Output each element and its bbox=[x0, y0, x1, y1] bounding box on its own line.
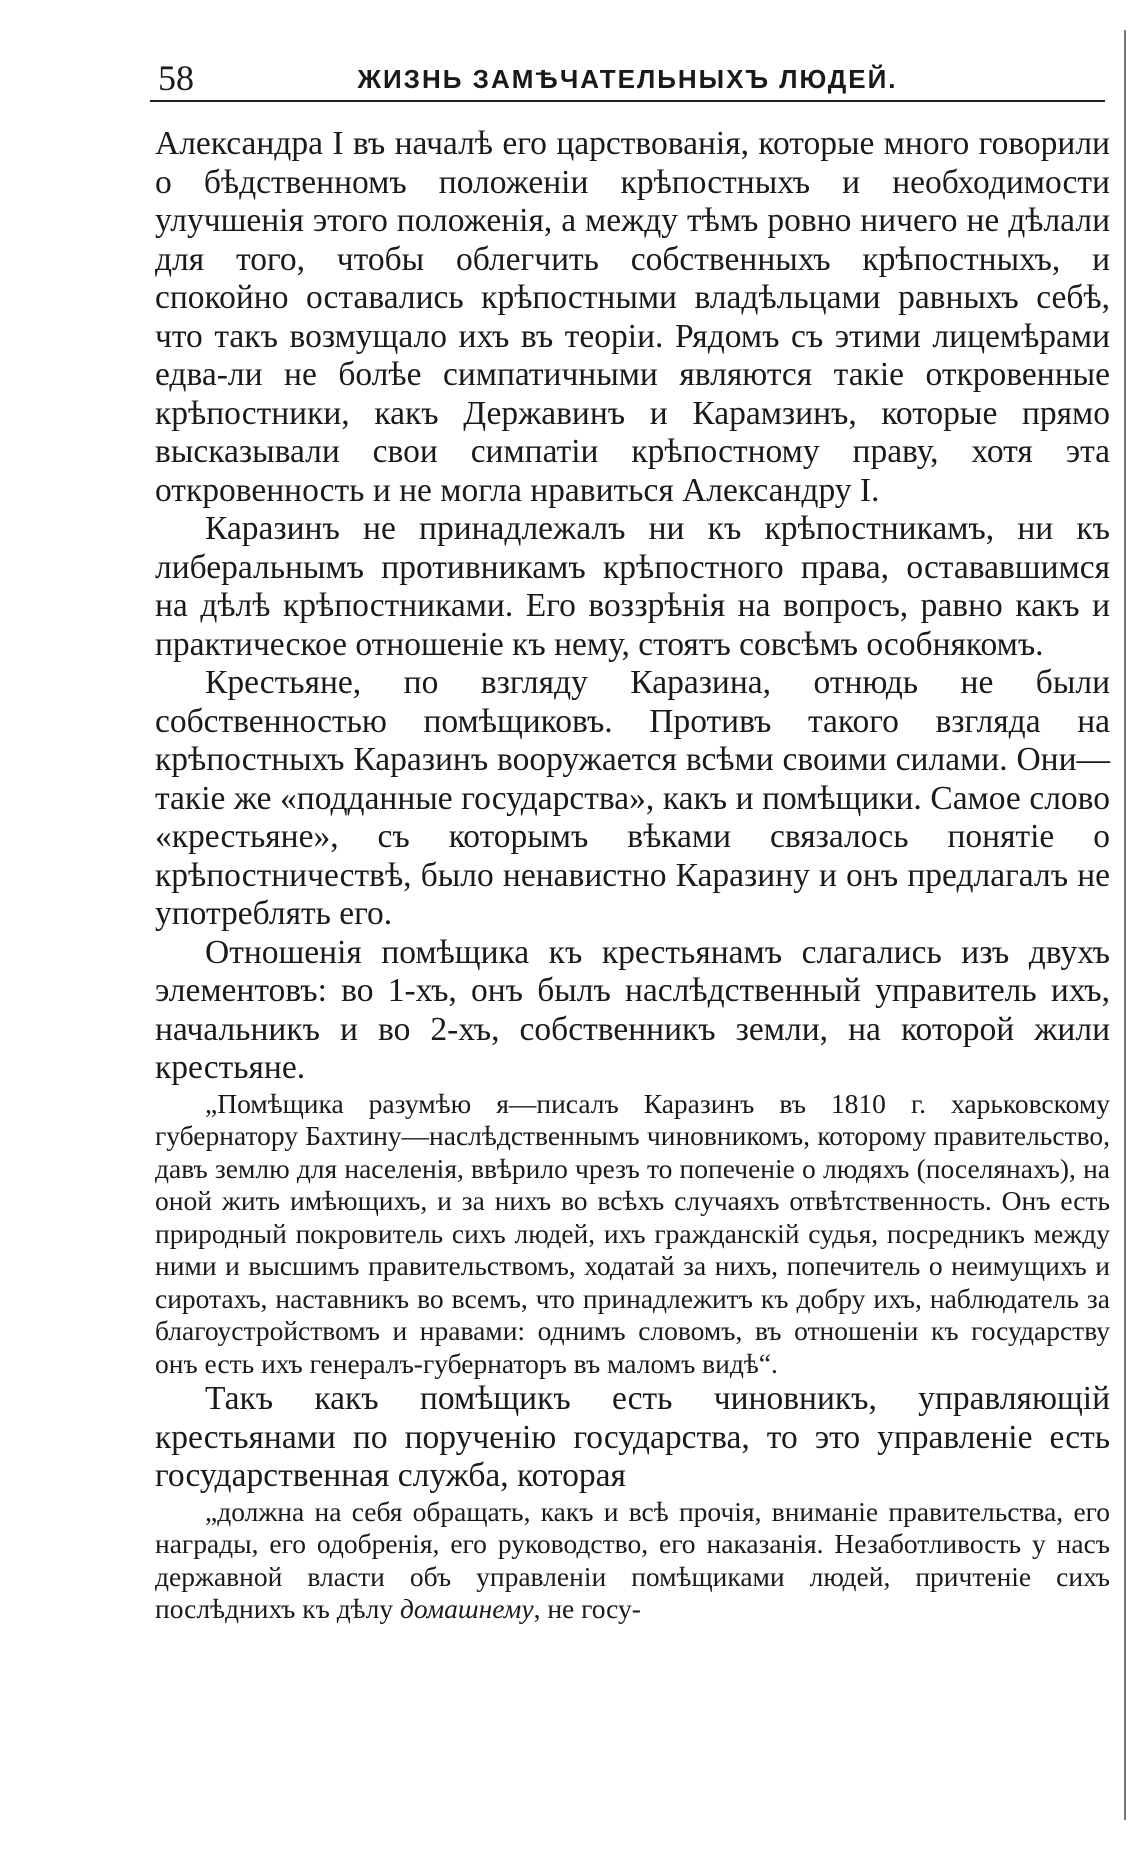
paragraph-2: Каразинъ не принадлежалъ ни къ крѣпостникамъ, ни къ либеральнымъ противникамъ крѣпостного права, остававшимся на дѣлѣ крѣпостниками. Его воззрѣнія на вопросъ, равно какъ и практическое отношеніе къ нему, стоятъ совсѣмъ особнякомъ. bbox=[155, 510, 1110, 663]
paragraph-5: Такъ какъ помѣщикъ есть чиновникъ, управляющій крестьянами по порученію государства, то это управленіе есть государственная служба, которая bbox=[155, 1380, 1110, 1494]
quotation-2-text: „должна на себя обращать, какъ и всѣ прочія, вниманіе правительства, его награды, его одобренія, его руководство, его наказанія. Незаботливость у насъ державной власти объ управленіи помѣщиками людей, причтеніе сихъ послѣднихъ къ дѣлу bbox=[155, 1495, 1110, 1624]
header-rule bbox=[150, 100, 1105, 102]
paragraph-4: Отношенія помѣщика къ крестьянамъ слагались изъ двухъ элементовъ: во 1-хъ, онъ былъ наслѣдственный управитель ихъ, начальникъ и во 2-хъ, собственникъ земли, на которой жили крестьяне. bbox=[155, 933, 1110, 1086]
quotation-2-tail: , не госу- bbox=[533, 1593, 641, 1624]
quotation-2 bbox=[155, 1496, 1110, 1626]
paragraph-3: Крестьяне, по взгляду Каразина, отнюдь не были собственностью помѣщиковъ. Противъ такого взгляда на крѣпостныхъ Каразинъ вооружается всѣми своими силами. Они—такіе же «подданные государства», какъ и помѣщики. Самое слово «крестьяне», съ которымъ вѣками связалось понятіе о крѣпостничествѣ, было ненавистно Каразину и онъ предлагалъ не употреблять его. bbox=[155, 664, 1110, 932]
running-title: ЖИЗНЬ ЗАМѢЧАТЕЛЬНЫХЪ ЛЮДЕЙ. bbox=[357, 64, 898, 94]
paragraph-1: Александра I въ началѣ его царствованія, которые много говорили о бѣдственномъ положеніи крѣпостныхъ и необходимости улучшенія этого положенія, а между тѣмъ ровно ничего не дѣлали для того, чтобы облегчить собственныхъ крѣпостныхъ, и спокойно оставались крѣпостными владѣльцами равныхъ себѣ, что такъ возмущало ихъ въ теоріи. Рядомъ съ этими лицемѣрами едва-ли не болѣе симпатичными являются такіе откровенные крѣпостники, какъ Державинъ и Карамзинъ, которые прямо высказывали свои симпатіи крѣпостному праву, хотя эта откровенность и не могла нравиться Александру I. bbox=[155, 125, 1110, 509]
body-text bbox=[155, 125, 1110, 1626]
page-number: 58 bbox=[158, 58, 194, 98]
page-edge-line bbox=[1124, 30, 1126, 1820]
page-header bbox=[150, 50, 1105, 102]
quotation-2-emphasis: домашнему bbox=[399, 1593, 534, 1624]
quotation-1: „Помѣщика разумѣю я—писалъ Каразинъ въ 1810 г. харьковскому губернатору Бахтину—наслѣдственнымъ чиновникомъ, которому правительство, давъ землю для населенія, ввѣрило чрезъ то попеченіе о людяхъ (поселянахъ), на оной жить имѣющихъ, и за нихъ во всѣхъ случаяхъ отвѣтственность. Онъ есть природный покровитель сихъ людей, ихъ гражданскій судья, посредникъ между ними и высшимъ правительствомъ, ходатай за нихъ, попечитель о неимущихъ и сиротахъ, наставникъ во всемъ, что принадлежитъ къ добру ихъ, наблюдатель за благоустройствомъ и нравами: однимъ словомъ, въ отношеніи къ государству онъ есть ихъ генералъ-губернаторъ въ маломъ видѣ“. bbox=[155, 1087, 1110, 1379]
